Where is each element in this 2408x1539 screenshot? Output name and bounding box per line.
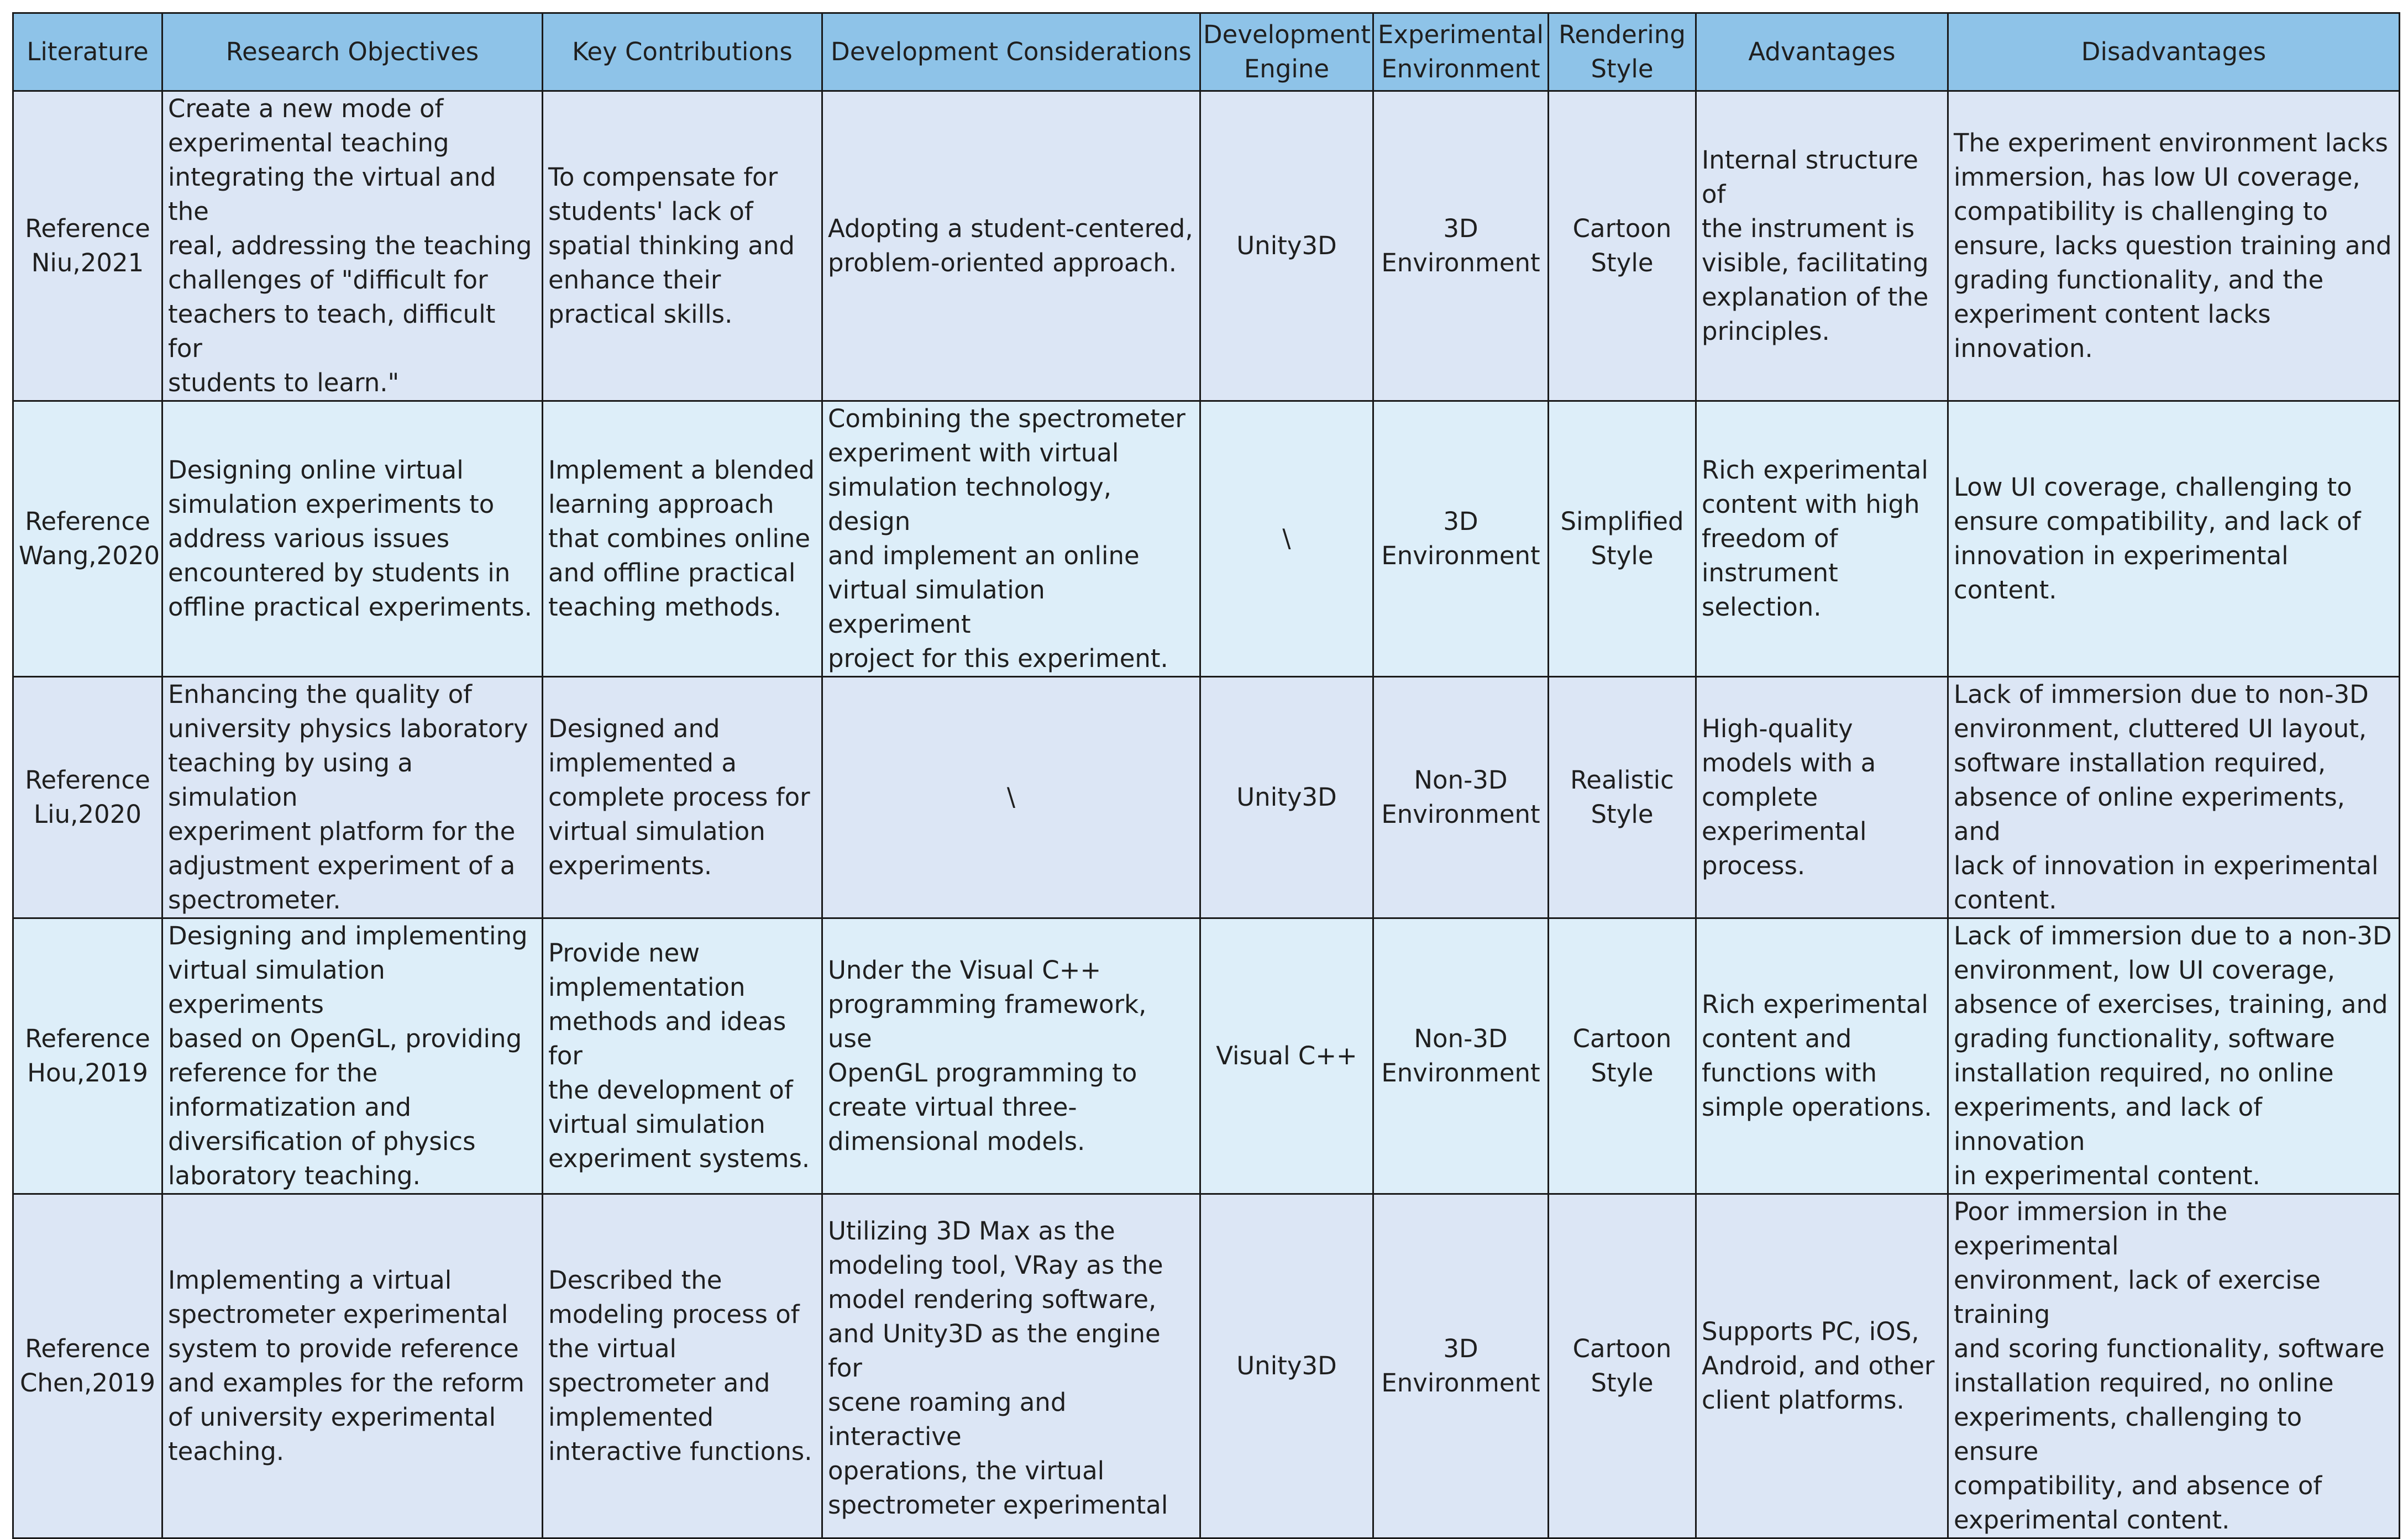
table-row [13,91,2400,401]
cell-rendering-style: Cartoon Style [1549,1194,1696,1538]
header-development-considerations: Development Considerations [822,13,1200,91]
cell-disadvantages: The experiment environment lacks immersion, has low UI coverage, compatibility is challenging to ensure, lacks question training and grading functionality, and the experiment content lacks innovation. [1948,91,2400,401]
table-row [13,1194,2400,1538]
cell-experimental-environment: 3D Environment [1373,401,1549,677]
cell-rendering-style: Cartoon Style [1549,918,1696,1194]
cell-rendering-style: Simplified Style [1549,401,1696,677]
cell-experimental-environment: Non-3D Environment [1373,918,1549,1194]
cell-development-considerations: Adopting a student-centered, problem-oriented approach. [822,91,1200,401]
header-literature: Literature [13,13,162,91]
comparison-table-container [12,12,2399,1535]
cell-key-contributions: Provide new implementation methods and ideas for the development of virtual simulation experiment systems. [543,918,822,1194]
cell-development-engine: Unity3D [1200,677,1373,918]
cell-research-objectives: Designing online virtual simulation experiments to address various issues encountered by students in offline practical experiments. [162,401,543,677]
cell-key-contributions: Implement a blended learning approach that combines online and offline practical teaching methods. [543,401,822,677]
cell-development-considerations: Under the Visual C++ programming framework, use OpenGL programming to create virtual three- dimensional models. [822,918,1200,1194]
cell-disadvantages: Lack of immersion due to non-3D environment, cluttered UI layout, software installation required, absence of online experiments, and lack of innovation in experimental content. [1948,677,2400,918]
header-research-objectives: Research Objectives [162,13,543,91]
cell-research-objectives: Designing and implementing virtual simulation experiments based on OpenGL, providing reference for the informatization and diversification of physics laboratory teaching. [162,918,543,1194]
cell-development-engine: Visual C++ [1200,918,1373,1194]
header-advantages: Advantages [1696,13,1948,91]
cell-literature: Reference Chen,2019 [13,1194,162,1538]
header-development-engine: Development Engine [1200,13,1373,91]
cell-development-engine: \ [1200,401,1373,677]
cell-development-considerations: \ [822,677,1200,918]
cell-research-objectives: Create a new mode of experimental teaching integrating the virtual and the real, addressing the teaching challenges of "difficult for teachers to teach, difficult for students to learn." [162,91,543,401]
cell-advantages: Internal structure of the instrument is visible, facilitating explanation of the principles. [1696,91,1948,401]
cell-key-contributions: Described the modeling process of the virtual spectrometer and implemented interactive functions. [543,1194,822,1538]
cell-rendering-style: Cartoon Style [1549,91,1696,401]
cell-literature: Reference Niu,2021 [13,91,162,401]
table-row [13,677,2400,918]
header-key-contributions: Key Contributions [543,13,822,91]
cell-disadvantages: Low UI coverage, challenging to ensure compatibility, and lack of innovation in experimental content. [1948,401,2400,677]
cell-development-considerations: Combining the spectrometer experiment with virtual simulation technology, design and implement an online virtual simulation experiment project for this experiment. [822,401,1200,677]
header-row [13,13,2400,91]
cell-advantages: High-quality models with a complete experimental process. [1696,677,1948,918]
cell-advantages: Supports PC, iOS, Android, and other client platforms. [1696,1194,1948,1538]
cell-development-engine: Unity3D [1200,91,1373,401]
cell-advantages: Rich experimental content with high freedom of instrument selection. [1696,401,1948,677]
cell-research-objectives: Implementing a virtual spectrometer experimental system to provide reference and examples for the reform of university experimental teaching. [162,1194,543,1538]
cell-key-contributions: To compensate for students' lack of spatial thinking and enhance their practical skills. [543,91,822,401]
cell-experimental-environment: 3D Environment [1373,91,1549,401]
cell-key-contributions: Designed and implemented a complete process for virtual simulation experiments. [543,677,822,918]
cell-advantages: Rich experimental content and functions with simple operations. [1696,918,1948,1194]
literature-comparison-table [12,12,2400,1539]
cell-disadvantages: Lack of immersion due to a non-3D environment, low UI coverage, absence of exercises, training, and grading functionality, software installation required, no online experiments, and lack of innovation in experimental content. [1948,918,2400,1194]
cell-literature: Reference Wang,2020 [13,401,162,677]
cell-experimental-environment: Non-3D Environment [1373,677,1549,918]
cell-disadvantages: Poor immersion in the experimental environment, lack of exercise training and scoring functionality, software installation required, no online experiments, challenging to ensure compatibility, and absence of experimental content. [1948,1194,2400,1538]
cell-rendering-style: Realistic Style [1549,677,1696,918]
table-row [13,401,2400,677]
header-experimental-environment: Experimental Environment [1373,13,1549,91]
cell-development-engine: Unity3D [1200,1194,1373,1538]
header-rendering-style: Rendering Style [1549,13,1696,91]
cell-literature: Reference Hou,2019 [13,918,162,1194]
cell-research-objectives: Enhancing the quality of university physics laboratory teaching by using a simulation experiment platform for the adjustment experiment of a spectrometer. [162,677,543,918]
cell-literature: Reference Liu,2020 [13,677,162,918]
header-disadvantages: Disadvantages [1948,13,2400,91]
table-row [13,918,2400,1194]
cell-experimental-environment: 3D Environment [1373,1194,1549,1538]
cell-development-considerations: Utilizing 3D Max as the modeling tool, VRay as the model rendering software, and Unity3D as the engine for scene roaming and interactive operations, the virtual spectrometer experimental [822,1194,1200,1538]
